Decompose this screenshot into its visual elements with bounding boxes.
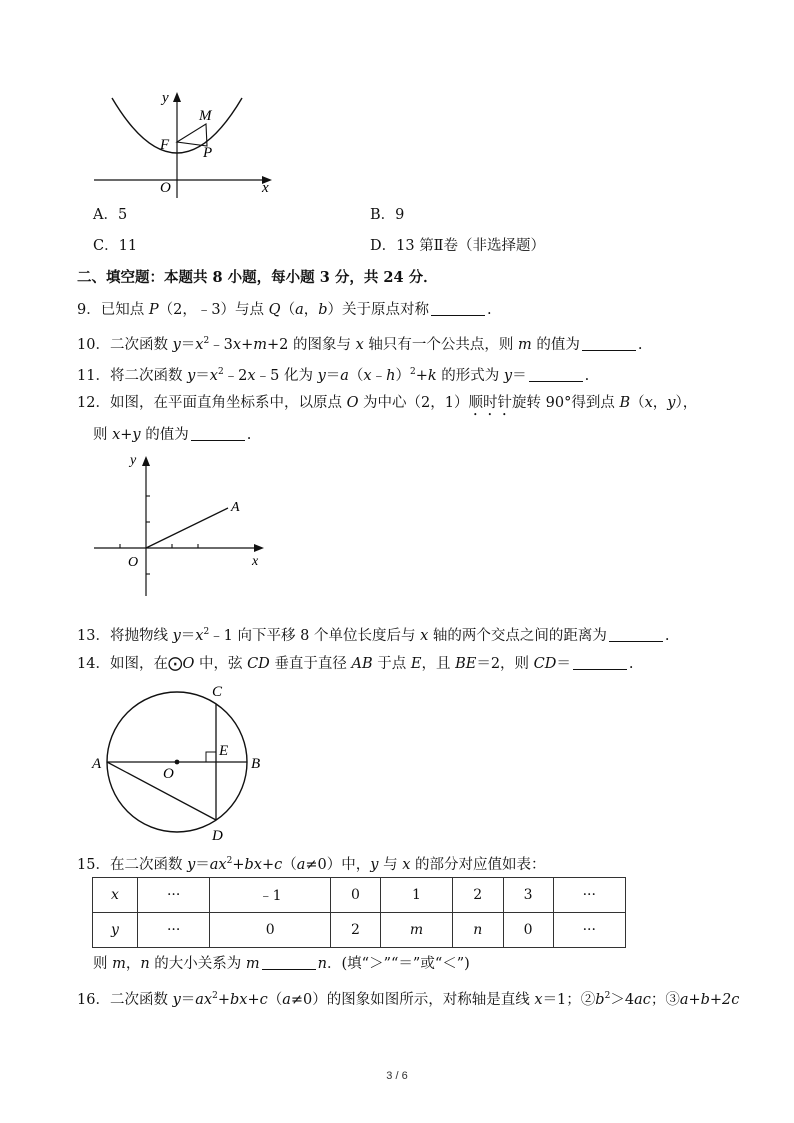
question-16: 16．二次函数 $y=ax^2+bx+c(a\ne 0)$的图象如图所示，对称轴是直线 x＝1；$②b^2>4ac$；③a+b+2c <box>77 991 740 1008</box>
table-cell: 3 <box>503 878 553 913</box>
question-15-compare: 则 m，n 的大小关系为 m n．(填“＞”“＝”或“＜”) <box>93 956 470 972</box>
fig-F-label: F <box>160 137 170 153</box>
question-15: 15．在二次函数 $y=ax^2+bx+c(a\ne 0)$中，y 与 x 的部分对应值如表： <box>77 856 546 873</box>
question-12: 12．如图，在平面直角坐标系中，以原点 O 为中心（2，1）顺时针旋转 90°得到点 B（x，y）， <box>77 395 698 411</box>
answer-blank <box>431 301 485 316</box>
question-11: 11．将二次函数 $y=x^2﹣2x﹣5$ 化为 y＝a（x﹣h）$^2$+k 的形式为 y＝ . <box>77 367 590 384</box>
fig-y-label: y <box>162 90 169 106</box>
circle-figure <box>88 678 278 848</box>
section-title: 二、填空题：本题共 8 小题，每小题 3 分，共 24 分． <box>77 269 438 286</box>
fig-C-label: C <box>212 684 223 700</box>
answer-blank <box>573 655 627 670</box>
answer-blank <box>191 426 245 441</box>
answer-blank <box>582 336 636 351</box>
answer-blank <box>262 955 316 970</box>
table-cell: ··· <box>137 878 209 913</box>
parabola-figure <box>90 88 280 200</box>
fig-M-label: M <box>199 108 212 124</box>
volume-title: 第Ⅱ卷（非选择题） <box>419 238 546 254</box>
fig-P-label: P <box>203 145 213 161</box>
table-cell: ﹣1 <box>210 878 331 913</box>
table-cell: 0 <box>210 913 331 948</box>
fig-x-label: x <box>252 554 259 569</box>
table-row <box>93 878 626 913</box>
fig-A-label: A <box>231 500 240 515</box>
option-b: B．9 <box>370 207 405 223</box>
table-row <box>93 913 626 948</box>
table-cell: 2 <box>452 878 503 913</box>
coordinate-figure <box>90 450 270 600</box>
table-cell: ··· <box>553 913 625 948</box>
answer-blank <box>609 627 663 642</box>
table-cell: n <box>452 913 503 948</box>
table-cell: 2 <box>330 913 380 948</box>
answer-blank <box>529 367 583 382</box>
table-cell: y <box>93 913 138 948</box>
table-cell: 1 <box>380 878 452 913</box>
table-cell: ··· <box>553 878 625 913</box>
table-cell: m <box>380 913 452 948</box>
table-cell: 0 <box>330 878 380 913</box>
table-cell: x <box>93 878 138 913</box>
option-d: D．13 第Ⅱ卷（非选择题） <box>370 238 546 254</box>
fig-D-label: D <box>212 828 223 844</box>
question-13: 13．将抛物线 $y=x^2﹣1$ 向下平移 8 个单位长度后与 x 轴的两个交点之间的距离为 . <box>77 627 670 644</box>
option-c: C．11 <box>93 238 138 254</box>
value-table <box>92 877 626 948</box>
question-14: 14．如图，在⨀O 中，弦 CD 垂直于直径 AB 于点 E，且 BE＝2，则 CD＝ . <box>77 656 634 672</box>
fig-y-label: y <box>130 453 137 468</box>
page-number: 3 / 6 <box>386 1070 408 1082</box>
fig-A-label: A <box>92 756 102 772</box>
fig-x-label: x <box>262 180 269 196</box>
fig-O-label: O <box>160 180 171 196</box>
fig-O-label: O <box>163 766 174 782</box>
fig-E-label: E <box>219 743 229 759</box>
question-10: 10．二次函数 $y=x^2﹣3x+m+2$ 的图象与 x 轴只有一个公共点，则 m 的值为 . <box>77 336 643 353</box>
question-9: 9．已知点 P（2，﹣3）与点 Q（a，b）关于原点对称 . <box>77 302 492 318</box>
table-cell: ··· <box>137 913 209 948</box>
fig-B-label: B <box>251 756 261 772</box>
question-12-line2: 则 x+y 的值为 . <box>93 427 252 443</box>
fig-O-label: O <box>128 555 139 570</box>
option-a: A．5 <box>93 207 128 223</box>
table-cell: 0 <box>503 913 553 948</box>
